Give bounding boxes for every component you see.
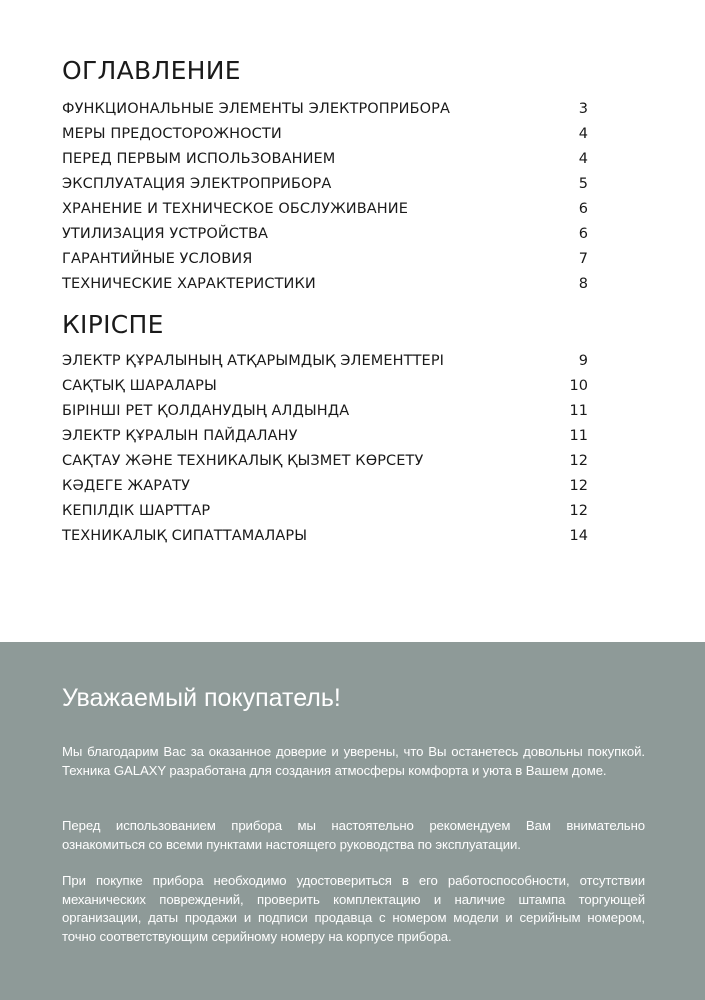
toc-row bbox=[62, 222, 588, 247]
toc-item-title: МЕРЫ ПРЕДОСТОРОЖНОСТИ bbox=[62, 126, 282, 142]
toc-item-page: 6 bbox=[578, 201, 588, 217]
toc-row bbox=[62, 449, 588, 474]
toc-item-page: 12 bbox=[569, 478, 588, 494]
toc-item-page: 12 bbox=[569, 503, 588, 519]
toc-item-title: УТИЛИЗАЦИЯ УСТРОЙСТВА bbox=[62, 226, 269, 242]
toc-item-title: ГАРАНТИЙНЫЕ УСЛОВИЯ bbox=[62, 251, 253, 267]
toc-heading-kz: КІРІСПЕ bbox=[62, 310, 164, 339]
toc-heading-ru: ОГЛАВЛЕНИЕ bbox=[62, 56, 241, 85]
toc-item-page: 6 bbox=[578, 226, 588, 242]
toc-row bbox=[62, 399, 588, 424]
toc-item-title: ТЕХНИКАЛЫҚ СИПАТТАМАЛАРЫ bbox=[62, 528, 308, 544]
toc-item-title: ЭКСПЛУАТАЦИЯ ЭЛЕКТРОПРИБОРА bbox=[62, 176, 332, 192]
welcome-title: Уважаемый покупатель! bbox=[62, 684, 341, 712]
toc-item-title: БІРІНШІ РЕТ ҚОЛДАНУДЫҢ АЛДЫНДА bbox=[62, 403, 350, 419]
welcome-paragraph-3: При покупке прибора необходимо удостовериться в его работоспособности, отсутствии механических повреждений, проверить комплектацию и наличие штампа торгующей организации, даты продажи и подписи продавца с номером модели и серийным номером, точно соответствующим серийному номеру на корпусе прибора. bbox=[62, 873, 645, 944]
toc-row bbox=[62, 197, 588, 222]
toc-item-title: ПЕРЕД ПЕРВЫМ ИСПОЛЬЗОВАНИЕМ bbox=[62, 151, 336, 167]
toc-row bbox=[62, 272, 588, 297]
toc-item-page: 8 bbox=[578, 276, 588, 292]
toc-item-page: 11 bbox=[569, 428, 588, 444]
toc-row bbox=[62, 374, 588, 399]
toc-row bbox=[62, 349, 588, 374]
toc-item-page: 4 bbox=[578, 151, 588, 167]
toc-item-title: ФУНКЦИОНАЛЬНЫЕ ЭЛЕМЕНТЫ ЭЛЕКТРОПРИБОРА bbox=[62, 101, 451, 117]
toc-item-page: 11 bbox=[569, 403, 588, 419]
welcome-paragraph-1: Мы благодарим Вас за оказанное доверие и уверены, что Вы останетесь довольны покупкой. Техника GALAXY разработана для создания атмосферы комфорта и уюта в Вашем доме. bbox=[62, 744, 645, 778]
toc-row bbox=[62, 147, 588, 172]
toc-item-title: ЭЛЕКТР ҚҰРАЛЫН ПАЙДАЛАНУ bbox=[62, 428, 298, 444]
toc-item-page: 3 bbox=[578, 101, 588, 117]
toc-item-title: САҚТЫҚ ШАРАЛАРЫ bbox=[62, 378, 217, 394]
toc-row bbox=[62, 247, 588, 272]
toc-item-page: 10 bbox=[569, 378, 588, 394]
toc-item-page: 5 bbox=[578, 176, 588, 192]
toc-row bbox=[62, 474, 588, 499]
toc-row bbox=[62, 424, 588, 449]
toc-list-kz bbox=[62, 349, 588, 549]
toc-item-title: ТЕХНИЧЕСКИЕ ХАРАКТЕРИСТИКИ bbox=[62, 276, 316, 292]
toc-item-page: 7 bbox=[578, 251, 588, 267]
toc-item-page: 4 bbox=[578, 126, 588, 142]
toc-row bbox=[62, 172, 588, 197]
toc-item-title: КЕПІЛДІК ШАРТТАР bbox=[62, 503, 211, 519]
toc-item-title: ЭЛЕКТР ҚҰРАЛЫНЫҢ АТҚАРЫМДЫҚ ЭЛЕМЕНТТЕРІ bbox=[62, 353, 445, 369]
toc-item-title: КӘДЕГЕ ЖАРАТУ bbox=[62, 478, 191, 494]
toc-row bbox=[62, 122, 588, 147]
toc-row bbox=[62, 97, 588, 122]
toc-item-page: 14 bbox=[569, 528, 588, 544]
toc-item-page: 12 bbox=[569, 453, 588, 469]
toc-row bbox=[62, 524, 588, 549]
welcome-panel bbox=[0, 642, 705, 1000]
toc-list-ru bbox=[62, 97, 588, 297]
welcome-paragraph-2: Перед использованием прибора мы настоятельно рекомендуем Вам внимательно ознакомиться со всеми пунктами настоящего руководства по эксплуатации. bbox=[62, 818, 645, 852]
toc-item-title: ХРАНЕНИЕ И ТЕХНИЧЕСКОЕ ОБСЛУЖИВАНИЕ bbox=[62, 201, 409, 217]
toc-row bbox=[62, 499, 588, 524]
toc-item-title: САҚТАУ ЖӘНЕ ТЕХНИКАЛЫҚ ҚЫЗМЕТ КӨРСЕТУ bbox=[62, 453, 424, 469]
toc-item-page: 9 bbox=[578, 353, 588, 369]
